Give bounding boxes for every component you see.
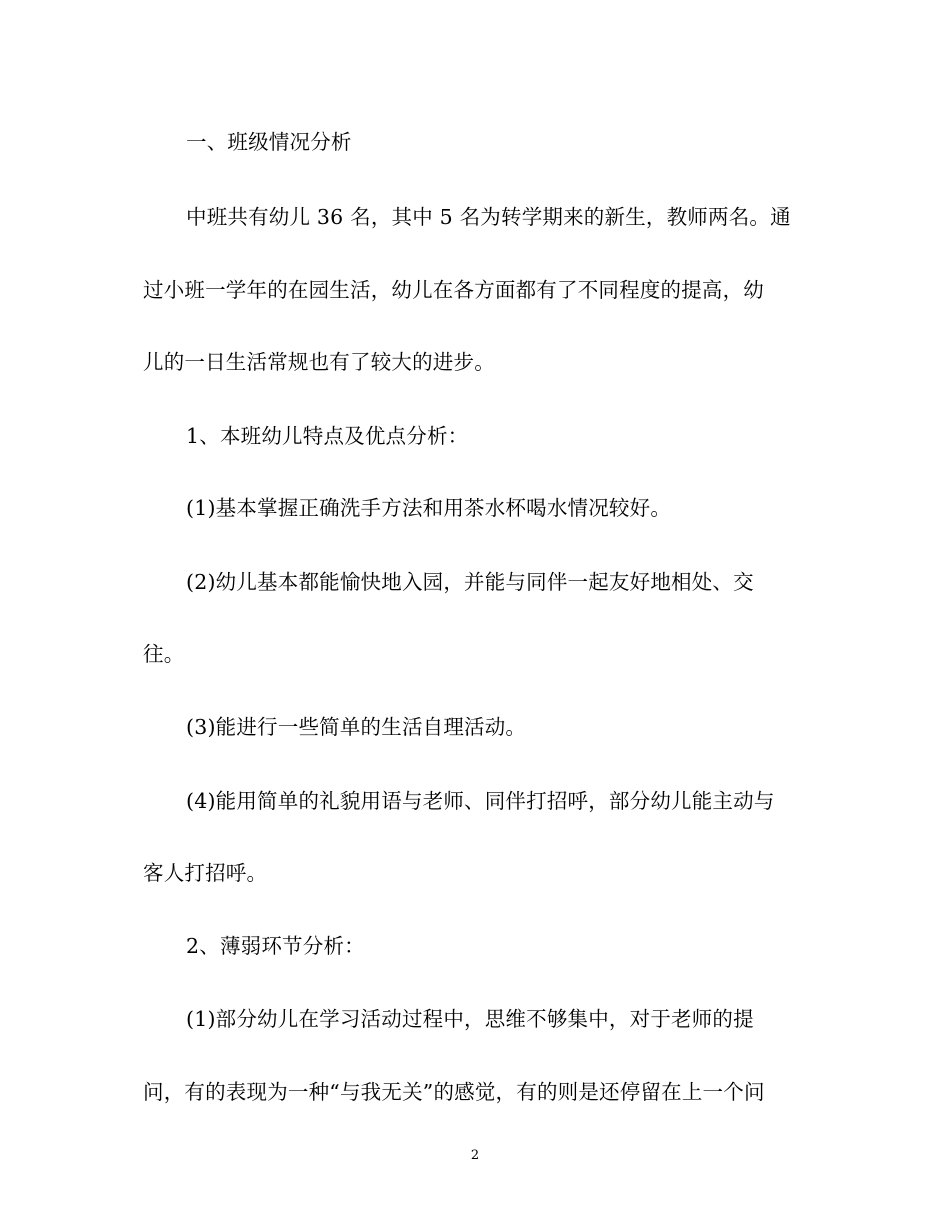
paragraph-line: 过小班一学年的在园生活，幼儿在各方面都有了不同程度的提高，幼 [143,278,764,302]
list-item: (3)能进行一些简单的生活自理活动。 [186,715,527,739]
section-heading: 一、班级情况分析 [186,130,352,154]
list-item: (2)幼儿基本都能愉快地入园，并能与同伴一起友好地相处、交 [186,570,754,594]
list-item-continuation: 往。 [143,642,185,666]
subsection-heading: 1、本班幼儿特点及优点分析： [186,424,469,448]
list-item: (1)部分幼儿在学习活动过程中，思维不够集中，对于老师的提 [186,1007,754,1031]
paragraph-line: 中班共有幼儿 36 名，其中 5 名为转学期来的新生，教师两名。通 [186,205,791,229]
list-item-continuation: 客人打招呼。 [143,861,268,885]
subsection-heading: 2、薄弱环节分析： [186,934,365,958]
paragraph-line: 儿的一日生活常规也有了较大的进步。 [143,350,495,374]
list-item: (1)基本掌握正确洗手方法和用茶水杯喝水情况较好。 [186,496,672,520]
list-item-continuation: 问，有的表现为一种“与我无关”的感觉，有的则是还停留在上一个问 [143,1080,765,1104]
page-number: 2 [470,1148,480,1163]
list-item: (4)能用简单的礼貌用语与老师、同伴打招呼，部分幼儿能主动与 [186,789,775,813]
